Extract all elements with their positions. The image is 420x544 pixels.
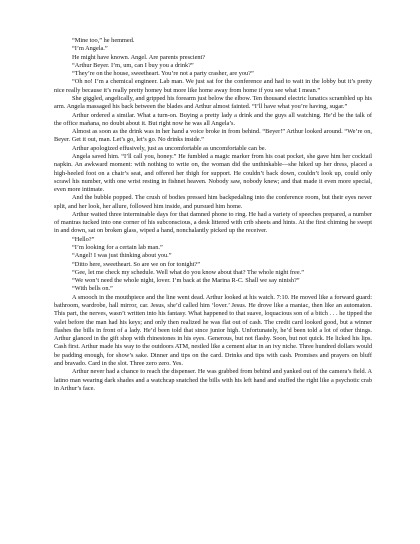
paragraph: Arthur waited three interminable days for that damned phone to ring. He had a variety of speeches prepared, a number of mantras tucked into one corner of his subconscious, a desk littered with crib sheets and hints. At the first chiming he swept in and down, sat on broken glass, wiped a hand, nonchalantly picked up the receiver. — [54, 210, 372, 235]
paragraph: A smooch in the mouthpiece and the line went dead. Arthur looked at his watch. 7:10. He moved like a forward guard: bathroom, wardrobe, hall mirror, car. Jesus, she’d called him ‘lover.’ Jesus. He drove like a maniac, then like an automaton. This part, the nerves, wasn’t written into his fantasy. What happened to that suave, loquacious son of a bitch . . . he tipped the valet before the man had his keys; and only then realized he was flat out of cash. The credit card looked good, but a winner flashes the bills in front of a lady. He’d been told that since junior high. Unfortunately, he’d been told a lot of other things. Arthur glanced in the gift shop with rhinestones in his eyes. Generous, but not flashy. Soon, but not quick. He licked his lips. Cash first. Arthur made his way to the outdoors ATM, nestled like a cement altar in an ivy niche. Three hundred dollars would be padding enough, for show’s sake. Dinner and tips on the card. Drinks and tips with cash. Promises and prayers on bluff and bravado. Card in the slot. Three zero zero. Yes. — [54, 293, 372, 367]
paragraph: “Angel! I was just thinking about you.” — [72, 252, 172, 260]
paragraph: “We won’t need the whole night, lover. I’m back at the Marina R-C. Shall we say ninish?” — [72, 277, 300, 285]
paragraph: “Oh no! I’m a chemical engineer. Lab man. We just sat for the conference and had to wait in the lobby but it’s pretty nice really because it’s really pretty homey but more like home away from home if you see what I mean.” — [54, 78, 372, 94]
paragraph: “Ditto here, sweetheart. So are we on for tonight?” — [72, 260, 200, 268]
paragraph: And the bubble popped. The crush of bodies pressed him backpedaling into the conference room, but their eyes never split, and her look, her allure, followed him inside, and pursued him home. — [54, 194, 372, 210]
paragraph: “I’m Angela.” — [72, 45, 108, 53]
paragraph: She giggled, angelically, and gripped his forearm just below the elbow. Ten thousand electric lunatics scrambled up his arm. Angela massaged his back between the blades and Arthur almost fainted. “I’ll have what you’re having, sugar.” — [54, 94, 372, 111]
paragraph: “Mine too,” he hemmed. — [72, 37, 135, 44]
paragraph: “I’m looking for a certain lab man.” — [72, 244, 163, 252]
document-page — [54, 37, 372, 393]
paragraph: Angela saved him. “I’ll call you, honey.” He fumbled a magic marker from his coat pocket, she gave him her cocktail napkin. An awkward moment: with nothing to write on, the woman did the unthinkable—she hiked up her dress, placed a high-heeled foot on a chair’s seat, and offered her thigh for support. He couldn’t back down, couldn’t look up, could only scrawl his number, with one wrist resting in fishnet heaven. Nobody saw, nobody knew; and that made it even more special, even more intimate. — [54, 152, 372, 194]
paragraph: “Gee, let me check my schedule. Well what do you know about that? The whole night free.” — [72, 268, 304, 276]
paragraph: “Hello?” — [72, 235, 95, 243]
paragraph: “With bells on.” — [72, 285, 113, 293]
paragraph: Arthur apologized effusively, just as uncomfortable as uncomfortable can be. — [72, 144, 267, 152]
paragraph: Almost as soon as the drink was in her hand a voice broke in from behind. “Beyer!” Arthur looked around. “We’re on, Beyer. Get it out, man. Let’s go, let’s go. No drinks inside.” — [54, 128, 372, 144]
paragraph: Arthur ordered a similar. What a turn-on. Buying a pretty lady a drink and the guys all watching. He’d be the talk of the office mañana, no doubt about it. But right now he was all Angela’s. — [54, 111, 372, 127]
paragraph: Arthur never had a chance to reach the dispenser. He was grabbed from behind and yanked out of the camera’s field. A latino man wearing dark shades and a watchcap snatched the bills with his left hand and stuffed the right like a psychotic crab in Arthur’s face. — [54, 368, 372, 392]
paragraph: “They’re on the house, sweetheart. You’re not a party crasher, are you?” — [72, 70, 254, 78]
paragraph: “Arthur Beyer. I’m, um, can I buy you a drink?” — [72, 61, 194, 69]
paragraph: He might have known. Angel. Are parents prescient? — [72, 53, 206, 61]
